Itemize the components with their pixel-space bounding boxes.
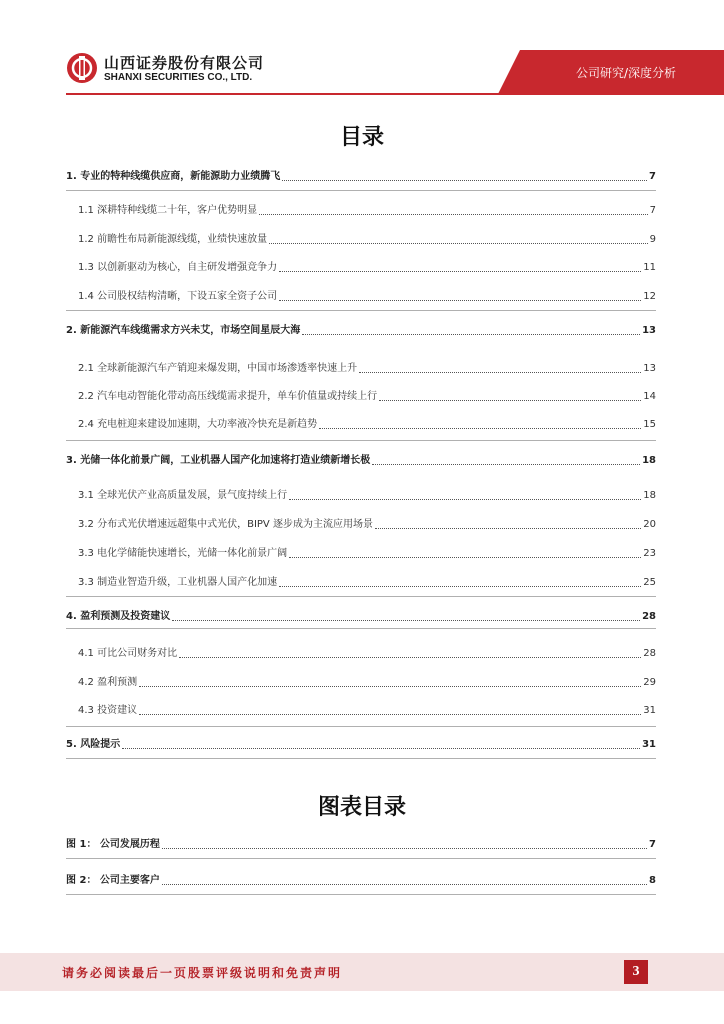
- toc-entry-text: 2. 新能源汽车线缆需求方兴未艾，市场空间星辰大海: [66, 325, 301, 336]
- company-logo-icon: [66, 52, 98, 84]
- toc-leader-dots: [269, 242, 648, 244]
- toc-entry-text: 4.3 投资建议: [78, 705, 138, 716]
- toc-leader-dots: [289, 498, 641, 500]
- toc-entry-page: 13: [642, 325, 656, 336]
- toc-entry-text: 1.3 以创新驱动为核心，自主研发增强竞争力: [78, 262, 278, 273]
- figure-leader-dots: [162, 847, 647, 849]
- toc-entry[interactable]: [66, 231, 656, 247]
- footer-disclaimer: 请务必阅读最后一页股票评级说明和免责声明: [62, 966, 343, 980]
- toc-leader-dots: [375, 527, 641, 529]
- toc-entry-text: 3. 光储一体化前景广阔，工业机器人国产化加速将打造业绩新增长极: [66, 455, 371, 466]
- section-rule: [66, 190, 656, 191]
- toc-entry[interactable]: [66, 452, 656, 468]
- toc-entry[interactable]: [66, 674, 656, 690]
- toc-leader-dots: [319, 427, 641, 429]
- company-name-en: SHANXI SECURITIES CO., LTD.: [104, 72, 253, 83]
- toc-entry[interactable]: [66, 645, 656, 661]
- toc-entry-page: 23: [643, 548, 656, 559]
- figure-entry-page: 7: [649, 839, 656, 850]
- toc-leader-dots: [302, 333, 640, 335]
- toc-leader-dots: [282, 179, 647, 181]
- toc-entry-text: 3.3 制造业智造升级，工业机器人国产化加速: [78, 577, 278, 588]
- toc-entry-text: 1.1 深耕特种线缆二十年，客户优势明显: [78, 205, 258, 216]
- toc-leader-dots: [259, 213, 648, 215]
- figure-entry-page: 8: [649, 875, 656, 886]
- section-rule: [66, 596, 656, 597]
- toc-leader-dots: [122, 747, 640, 749]
- toc-entry-page: 18: [643, 490, 656, 501]
- toc-entry[interactable]: [66, 288, 656, 304]
- toc-entry-page: 12: [643, 291, 656, 302]
- figure-entry[interactable]: [66, 836, 656, 852]
- toc-entry-page: 7: [649, 205, 656, 216]
- toc-leader-dots: [139, 713, 641, 715]
- toc-entry-page: 29: [643, 677, 656, 688]
- toc-entry-page: 18: [642, 455, 656, 466]
- page-header: [0, 0, 724, 100]
- toc-entry-text: 1. 专业的特种线缆供应商，新能源助力业绩腾飞: [66, 171, 281, 182]
- toc-entry[interactable]: [66, 736, 656, 752]
- toc-entry-text: 4. 盈利预测及投资建议: [66, 611, 171, 622]
- toc-leader-dots: [372, 463, 640, 465]
- toc-entry-page: 28: [642, 611, 656, 622]
- toc-entry-text: 1.2 前瞻性布局新能源线缆，业绩快速放量: [78, 234, 268, 245]
- toc-entry-text: 4.2 盈利预测: [78, 677, 138, 688]
- section-rule: [66, 310, 656, 311]
- toc-leader-dots: [179, 656, 641, 658]
- company-name-cn: 山西证券股份有限公司: [104, 54, 265, 72]
- toc-leader-dots: [379, 399, 641, 401]
- toc-entry[interactable]: [66, 322, 656, 338]
- toc-entry[interactable]: [66, 360, 656, 376]
- section-rule: [66, 628, 656, 629]
- toc-entry[interactable]: [66, 516, 656, 532]
- toc-entry-text: 2.1 全球新能源汽车产销迎来爆发期，中国市场渗透率快速上升: [78, 363, 358, 374]
- toc-entry-page: 7: [649, 171, 656, 182]
- toc-entry-text: 2.4 充电桩迎来建设加速期，大功率液冷快充是新趋势: [78, 419, 318, 430]
- toc-leader-dots: [289, 556, 641, 558]
- toc-entry-text: 4.1 可比公司财务对比: [78, 648, 178, 659]
- toc-entry[interactable]: [66, 259, 656, 275]
- section-rule: [66, 440, 656, 441]
- toc-entry[interactable]: [66, 202, 656, 218]
- section-rule: [66, 758, 656, 759]
- figure-entry-text: 图 2： 公司主要客户: [66, 875, 160, 886]
- page-number: 3: [624, 960, 648, 984]
- toc-entry-page: 13: [643, 363, 656, 374]
- toc-leader-dots: [139, 685, 641, 687]
- toc-entry-text: 5. 风险提示: [66, 739, 121, 750]
- toc-entry-page: 9: [649, 234, 656, 245]
- toc-entry-text: 3.2 分布式光伏增速远超集中式光伏，BIPV 逐步成为主流应用场景: [78, 519, 373, 530]
- toc-entry-text: 3.1 全球光伏产业高质量发展，景气度持续上行: [78, 490, 288, 501]
- toc-entry-page: 20: [643, 519, 656, 530]
- report-type: 公司研究/深度分析: [575, 66, 676, 80]
- header-band: [0, 0, 724, 100]
- toc-entry[interactable]: [66, 416, 656, 432]
- section-rule: [66, 726, 656, 727]
- toc-entry-text: 3.3 电化学储能快速增长，光储一体化前景广阔: [78, 548, 288, 559]
- toc-leader-dots: [172, 619, 640, 621]
- toc-leader-dots: [359, 371, 641, 373]
- toc-entry-page: 15: [643, 419, 656, 430]
- toc-entry-page: 11: [643, 262, 656, 273]
- toc-entry[interactable]: [66, 574, 656, 590]
- toc-leader-dots: [279, 585, 641, 587]
- figure-entry[interactable]: [66, 872, 656, 888]
- toc-entry-text: 1.4 公司股权结构清晰，下设五家全资子公司: [78, 291, 278, 302]
- toc-entry[interactable]: [66, 545, 656, 561]
- toc-entry-page: 28: [643, 648, 656, 659]
- toc-entry[interactable]: [66, 487, 656, 503]
- figure-leader-dots: [162, 883, 647, 885]
- toc-leader-dots: [279, 270, 641, 272]
- figures-title: 图表目录: [317, 795, 406, 820]
- figure-entry-text: 图 1： 公司发展历程: [66, 839, 160, 850]
- toc-entry-text: 2.2 汽车电动智能化带动高压线缆需求提升，单车价值量或持续上行: [78, 391, 378, 402]
- toc-entry[interactable]: [66, 702, 656, 718]
- toc-entry-page: 31: [643, 705, 656, 716]
- toc-entry-page: 14: [643, 391, 656, 402]
- toc-leader-dots: [279, 299, 641, 301]
- toc-title: 目录: [339, 125, 384, 150]
- toc-entry[interactable]: [66, 388, 656, 404]
- toc-entry[interactable]: [66, 168, 656, 184]
- toc-entry-page: 25: [643, 577, 656, 588]
- toc-entry-page: 31: [642, 739, 656, 750]
- figure-rule: [66, 894, 656, 895]
- figure-rule: [66, 858, 656, 859]
- toc-entry[interactable]: [66, 608, 656, 624]
